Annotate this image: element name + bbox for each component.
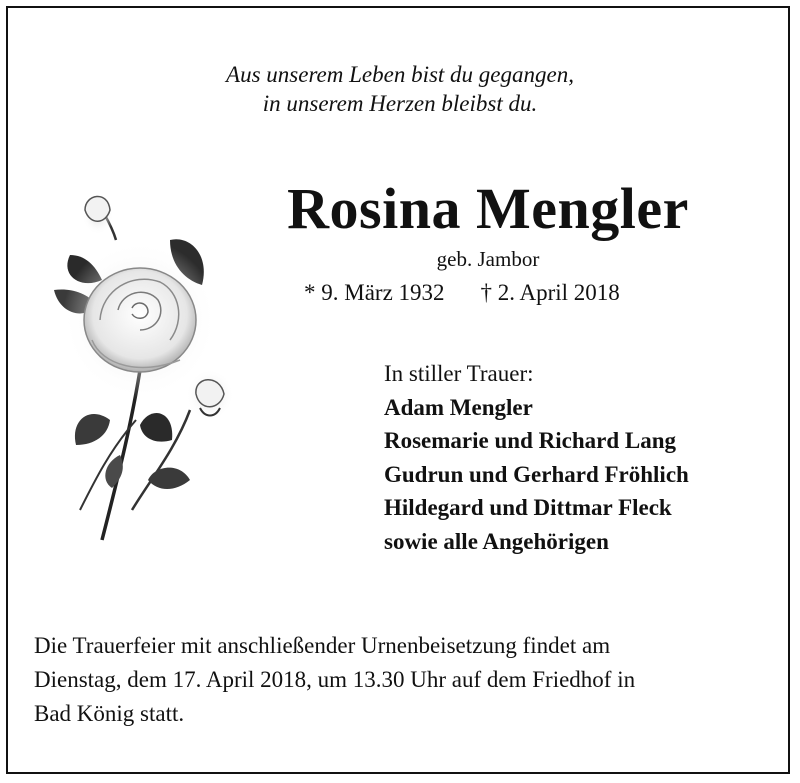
mourners-list bbox=[384, 357, 689, 558]
mourners-intro: In stiller Trauer: bbox=[384, 361, 534, 386]
mourner-name: sowie alle Angehörigen bbox=[384, 528, 609, 554]
funeral-line-3: Bad König statt. bbox=[34, 701, 185, 726]
motto-line-1: Aus unserem Leben bist du gegangen, bbox=[226, 62, 574, 87]
motto-line-2: in unserem Herzen bleibst du. bbox=[262, 91, 538, 116]
mourner-name: Adam Mengler bbox=[384, 394, 533, 420]
motto bbox=[8, 60, 792, 118]
birth-date: * 9. März 1932 bbox=[304, 280, 445, 305]
funeral-details bbox=[34, 629, 774, 731]
mourner-name: Hildegard und Dittmar Fleck bbox=[384, 495, 672, 520]
maiden-name: geb. Jambor bbox=[436, 247, 540, 271]
deceased-name: Rosina Mengler bbox=[287, 176, 689, 241]
obituary-notice bbox=[6, 6, 790, 774]
mourner-name: Rosemarie und Richard Lang bbox=[384, 428, 676, 453]
funeral-line-1: Die Trauerfeier mit anschließender Urnenbeisetzung findet am bbox=[34, 633, 611, 658]
death-date: † 2. April 2018 bbox=[480, 280, 620, 305]
mourner-name: Gudrun und Gerhard Fröhlich bbox=[384, 461, 689, 487]
rose-icon bbox=[40, 180, 250, 560]
life-dates bbox=[304, 278, 620, 308]
funeral-line-2: Dienstag, dem 17. April 2018, um 13.30 Uhr auf dem Friedhof in bbox=[34, 667, 636, 692]
